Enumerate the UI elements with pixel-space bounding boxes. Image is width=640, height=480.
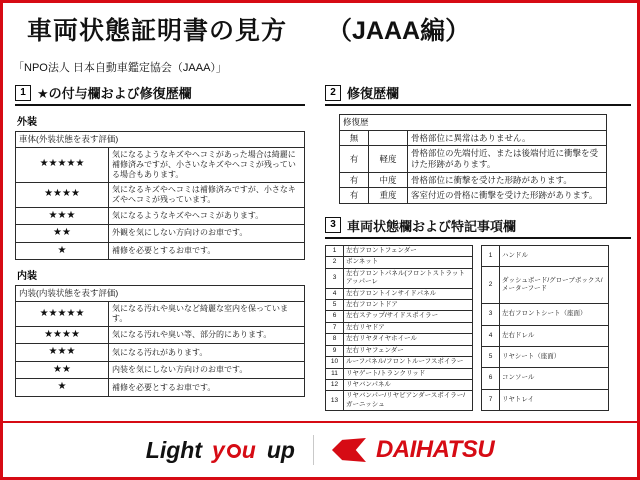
list-item <box>326 391 473 411</box>
exterior-parts-table <box>325 245 473 412</box>
list-item <box>326 245 473 256</box>
list-item <box>482 347 609 368</box>
part-name: リヤバンパー/リヤビアンダースポイラー/ガーニッシュ <box>344 391 473 411</box>
part-no: 7 <box>326 322 344 333</box>
table-row <box>16 344 305 362</box>
rating-stars: ★★★★★ <box>16 147 109 182</box>
list-item <box>326 345 473 356</box>
part-no: 10 <box>326 357 344 368</box>
rating-stars: ★ <box>16 242 109 260</box>
part-no: 5 <box>482 347 500 368</box>
table-row <box>16 225 305 243</box>
rating-stars: ★ <box>16 379 109 397</box>
list-item <box>326 368 473 379</box>
table-row <box>16 147 305 182</box>
interior-rating-table <box>15 285 305 397</box>
part-name: 左右ドレル <box>500 325 609 346</box>
part-name: 左右フロントインサイドパネル <box>344 288 473 299</box>
list-item <box>482 267 609 304</box>
section3-number: 3 <box>325 217 341 233</box>
slogan-you <box>212 437 257 464</box>
table-row <box>16 207 305 225</box>
part-name: 左右フロントフェンダー <box>344 245 473 256</box>
repair-table-header: 修復歴 <box>340 115 607 131</box>
right-column <box>325 83 631 411</box>
list-item <box>482 245 609 266</box>
table-row <box>16 361 305 379</box>
rating-stars: ★★★★ <box>16 182 109 207</box>
part-no: 5 <box>326 299 344 310</box>
exterior-rating-table <box>15 131 305 260</box>
rating-stars: ★★★★★ <box>16 301 109 326</box>
list-item <box>326 311 473 322</box>
slogan-light: Light <box>145 436 202 463</box>
footer-logo-row <box>146 435 494 465</box>
part-no: 4 <box>326 288 344 299</box>
table-row <box>16 326 305 344</box>
repair-mark: 有 <box>340 172 369 188</box>
exterior-table-header: 車体(外装状態を表す評価) <box>16 132 305 148</box>
part-name: 左右リヤフェンダー <box>344 345 473 356</box>
table-row <box>16 301 305 326</box>
slogan-u: u <box>241 436 257 463</box>
rating-desc: 気になるようなキズやヘコミがあった場合は綺麗に補修済みですが、小さいなキズやヘコミが残っている場合もあります。 <box>109 147 305 182</box>
part-name: リヤバンパネル <box>344 380 473 391</box>
daihatsu-logo-icon <box>332 438 366 462</box>
interior-label: 内装 <box>17 271 37 283</box>
page-subtitle: （JAAA編） <box>327 17 471 45</box>
part-name: 左右リヤドア <box>344 322 473 333</box>
section2-title: 修復歴欄 <box>347 86 400 101</box>
part-no: 6 <box>482 368 500 389</box>
part-no: 13 <box>326 391 344 411</box>
list-item <box>482 389 609 410</box>
table-row <box>340 130 607 146</box>
table-row <box>340 146 607 172</box>
page-title: 車両状態証明書の見方 <box>27 17 288 45</box>
rating-desc: 補修を必要とするお車です。 <box>109 242 305 260</box>
part-no: 4 <box>482 325 500 346</box>
part-no: 12 <box>326 380 344 391</box>
part-name: リヤゲート/トランクリッド <box>344 368 473 379</box>
part-name: ハンドル <box>500 245 609 266</box>
rating-desc: 気になる汚れや臭い等、部分的にあります。 <box>109 326 305 344</box>
list-item <box>326 322 473 333</box>
table-row <box>340 188 607 204</box>
table-header-row <box>16 132 305 148</box>
parts-lists <box>325 245 631 412</box>
section1-title: ★の付与欄および修復歴欄 <box>37 86 192 101</box>
left-column <box>15 83 305 397</box>
section3-title: 車両状態欄および特記事項欄 <box>347 218 517 234</box>
list-item <box>326 380 473 391</box>
rating-stars: ★★ <box>16 225 109 243</box>
rating-desc: 気になるキズやヘコミは補修済みですが、小さなキズやヘコミが残っています。 <box>109 182 305 207</box>
repair-level: 軽度 <box>369 146 408 172</box>
repair-mark: 有 <box>340 146 369 172</box>
section3-header <box>325 216 631 239</box>
list-item <box>326 334 473 345</box>
table-row <box>16 182 305 207</box>
table-header-row <box>340 115 607 131</box>
table-header-row <box>16 286 305 302</box>
part-name: ルーフパネル/フロントルーフスポイラー <box>344 357 473 368</box>
part-no: 11 <box>326 368 344 379</box>
part-no: 2 <box>326 257 344 268</box>
rating-stars: ★★★★ <box>16 326 109 344</box>
slogan-up: up <box>266 436 295 463</box>
rating-stars: ★★★ <box>16 344 109 362</box>
rating-desc: 気になる汚れがあります。 <box>109 344 305 362</box>
table-row <box>16 379 305 397</box>
part-no: 3 <box>326 268 344 288</box>
footer-divider <box>313 435 314 465</box>
exterior-label: 外装 <box>17 117 37 128</box>
repair-level: 重度 <box>369 188 408 204</box>
eye-circle-icon <box>227 444 241 458</box>
part-no: 3 <box>482 304 500 325</box>
repair-desc: 骨格部位に異常はありません。 <box>408 130 607 146</box>
part-name: 左右フロントパネル(フロントストラットアッパーレ <box>344 268 473 288</box>
rating-desc: 内装を気にしない方向けのお車です。 <box>109 361 305 379</box>
part-no: 7 <box>482 389 500 410</box>
part-no: 2 <box>482 267 500 304</box>
part-name: 左右フロントドア <box>344 299 473 310</box>
repair-level: 中度 <box>369 172 408 188</box>
part-name: 左右ステップ/サイドスポイラー <box>344 311 473 322</box>
repair-mark: 有 <box>340 188 369 204</box>
section1-number: 1 <box>15 85 31 101</box>
rating-desc: 気になる汚れや臭いなど綺麗な室内を保っています。 <box>109 301 305 326</box>
rating-desc: 気になるようなキズやヘコミがあります。 <box>109 207 305 225</box>
part-name: 左右フロントシート（座面） <box>500 304 609 325</box>
section1-header <box>15 83 305 106</box>
list-item <box>326 288 473 299</box>
section2-header <box>325 83 631 106</box>
list-item <box>326 257 473 268</box>
part-name: ダッシュボード/グローブボックス/メーターフード <box>500 267 609 304</box>
section2-number: 2 <box>325 85 341 101</box>
table-row <box>340 172 607 188</box>
rating-desc: 外観を気にしない方向けのお車です。 <box>109 225 305 243</box>
document-header <box>3 3 637 55</box>
table-row <box>16 242 305 260</box>
list-item <box>326 357 473 368</box>
list-item <box>482 304 609 325</box>
part-no: 8 <box>326 334 344 345</box>
part-name: リヤシート（座面） <box>500 347 609 368</box>
repair-desc: 客室付近の骨格に衝撃を受けた形跡があります。 <box>408 188 607 204</box>
part-no: 6 <box>326 311 344 322</box>
rating-stars: ★★★ <box>16 207 109 225</box>
slogan-y: y <box>212 436 226 463</box>
list-item <box>482 325 609 346</box>
repair-mark: 無 <box>340 130 369 146</box>
rating-stars: ★★ <box>16 361 109 379</box>
part-no: 9 <box>326 345 344 356</box>
document-footer <box>3 421 637 477</box>
repair-history-table <box>339 114 607 204</box>
brand-name: DAIHATSU <box>375 436 495 463</box>
repair-desc: 骨格部位の先端付近、または後端付近に衝撃を受けた形跡があります。 <box>408 146 607 172</box>
association-name: 「NPO法人 日本自動車鑑定協会（JAAA）」 <box>13 62 227 74</box>
repair-desc: 骨格部位に衝撃を受けた形跡があります。 <box>408 172 607 188</box>
part-name: コンソール <box>500 368 609 389</box>
interior-table-header: 内装(内装状態を表す評価) <box>16 286 305 302</box>
rating-desc: 補修を必要とするお車です。 <box>109 379 305 397</box>
interior-parts-table <box>481 245 609 412</box>
part-name: ボンネット <box>344 257 473 268</box>
list-item <box>482 368 609 389</box>
list-item <box>326 268 473 288</box>
part-name: リヤトレイ <box>500 389 609 410</box>
part-name: 左右リヤタイヤホイール <box>344 334 473 345</box>
list-item <box>326 299 473 310</box>
repair-level <box>369 130 408 146</box>
part-no: 1 <box>326 245 344 256</box>
part-no: 1 <box>482 245 500 266</box>
